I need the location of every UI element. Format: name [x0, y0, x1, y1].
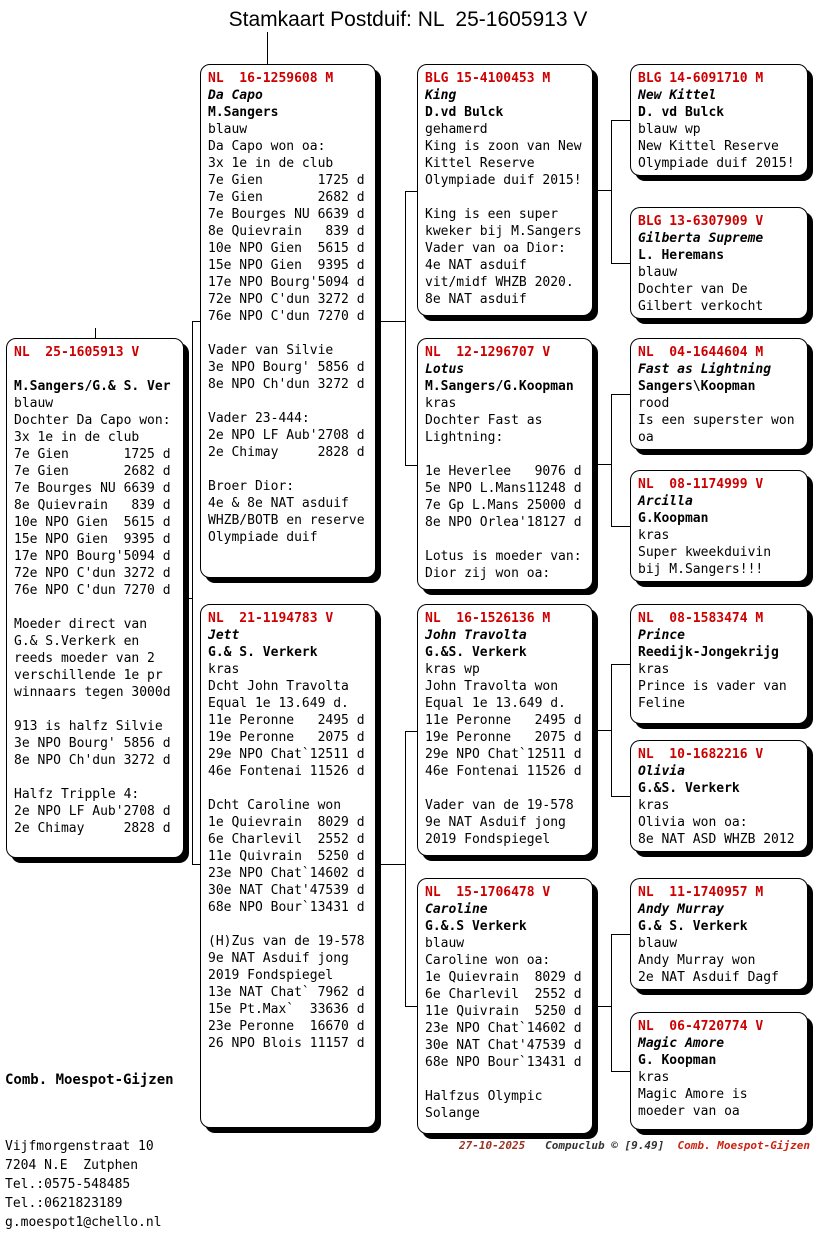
page-title: Stamkaart Postduif: NL 25-1605913 V	[228, 8, 588, 31]
pigeon-name: King	[425, 88, 457, 103]
pedigree-box-da-capo	[200, 64, 376, 578]
detail-line: Dcht Caroline won	[208, 798, 342, 813]
ring-number: NL 25-1605913 V	[14, 345, 140, 360]
detail-line: 8e NPO Orlea'18127 d	[425, 515, 582, 530]
detail-line: Is een superster won	[638, 413, 795, 428]
detail-line: 19e Peronne 2075 d	[425, 730, 582, 745]
pigeon-owner: Reedijk-Jongekrijg	[638, 645, 779, 660]
pedigree-box-arcilla	[630, 470, 808, 582]
detail-line: Gilbert verkocht	[638, 299, 764, 314]
detail-line: 19e Peronne 2075 d	[208, 730, 365, 745]
detail-line: Feline	[638, 696, 685, 711]
detail-line: 26 NPO Blois 11157 d	[208, 1036, 365, 1051]
detail-line: 1e Quievrain 8029 d	[208, 815, 365, 830]
detail-line: bij M.Sangers!!!	[638, 562, 764, 577]
detail-line: kras	[638, 662, 670, 677]
detail-line: blauw	[638, 936, 678, 951]
connector-line	[598, 464, 611, 465]
ring-number: NL 10-1682216 V	[638, 747, 764, 762]
detail-line: rood	[638, 396, 670, 411]
detail-line: blauw	[425, 936, 465, 951]
pedigree-box-gilberta-supreme	[630, 207, 808, 319]
detail-line: 5e NPO L.Mans11248 d	[425, 481, 582, 496]
detail-line: 46e Fontenai 11526 d	[425, 764, 582, 779]
owner-address-line: 7204 N.E Zutphen	[5, 1158, 139, 1173]
detail-line	[14, 701, 176, 718]
detail-line: 2e Chimay 2828 d	[14, 821, 171, 836]
detail-line: 7e Gien 1725 d	[208, 173, 365, 188]
detail-line: reeds moeder van 2	[14, 651, 155, 666]
connector-line	[611, 394, 630, 395]
detail-line: 15e NPO Gien 9395 d	[208, 258, 365, 273]
pedigree-box-subject	[6, 338, 184, 858]
detail-line: 68e NPO Bour`13431 d	[425, 1055, 582, 1070]
connector-line	[611, 664, 612, 797]
owner-block	[5, 1033, 174, 1251]
owner-address-line: Vijfmorgenstraat 10	[5, 1139, 154, 1154]
detail-line: 8e Quievrain 839 d	[208, 224, 365, 239]
connector-line	[192, 321, 193, 865]
connector-line	[611, 263, 630, 264]
detail-line: kweker bij M.Sangers	[425, 224, 582, 239]
detail-line: 11e Peronne 2495 d	[425, 713, 582, 728]
detail-line: Solange	[425, 1106, 480, 1121]
detail-line: 7e Gp L.Mans 25000 d	[425, 498, 582, 513]
detail-line	[425, 1071, 585, 1088]
ring-number: NL 11-1740957 M	[638, 885, 764, 900]
detail-line: 2e NAT Asduif Dagf	[638, 970, 779, 985]
detail-line: 2019 Fondspiegel	[425, 832, 551, 847]
detail-line: 8e NPO Ch'dun 3272 d	[208, 377, 365, 392]
pigeon-owner: G.& S. Verkerk	[638, 919, 748, 934]
detail-line: 6e Charlevil 2552 d	[208, 832, 365, 847]
pigeon-owner: Sangers\Koopman	[638, 379, 756, 394]
connector-line	[192, 321, 200, 322]
detail-line: 1e Heverlee 9076 d	[425, 464, 582, 479]
detail-line: 30e NAT Chat'47539 d	[425, 1038, 582, 1053]
detail-line: Da Capo won oa:	[208, 139, 326, 154]
detail-line: 9e NAT Asduif jong	[425, 815, 566, 830]
detail-line: 72e NPO C'dun 3272 d	[14, 566, 171, 581]
ring-number: BLG 14-6091710 M	[638, 71, 764, 86]
pigeon-name: John Travolta	[425, 628, 527, 643]
pigeon-owner: G.&.S Verkerk	[425, 919, 527, 934]
detail-line: Equal 1e 13.649 d.	[208, 696, 349, 711]
connector-line	[405, 731, 417, 732]
detail-line: 8e Quievrain 839 d	[14, 498, 171, 513]
pigeon-owner: D. vd Bulck	[638, 105, 725, 120]
pedigree-box-prince	[630, 604, 808, 724]
detail-line: kras	[425, 396, 457, 411]
detail-line	[208, 393, 368, 410]
pigeon-name: Fast as Lightning	[638, 362, 772, 377]
detail-line: Halfz Tripple 4:	[14, 787, 140, 802]
detail-line: Prince is vader van	[638, 679, 787, 694]
detail-line: 4e & 8e NAT asduif	[208, 496, 349, 511]
detail-line: Dochter Da Capo won:	[14, 413, 171, 428]
detail-line: 76e NPO C'dun 7270 d	[14, 583, 171, 598]
owner-name: Comb. Moespot-Gijzen	[5, 1072, 174, 1088]
pigeon-owner: G.&S. Verkerk	[425, 645, 527, 660]
pedigree-box-magic-amore	[630, 1012, 808, 1130]
pigeon-name: Lotus	[425, 362, 465, 377]
detail-line: Olympiade duif	[208, 530, 318, 545]
pigeon-name: New Kittel	[638, 88, 717, 103]
connector-line	[611, 526, 630, 527]
detail-line: 29e NPO Chat`12511 d	[208, 747, 365, 762]
detail-line: 15e NPO Gien 9395 d	[14, 532, 171, 547]
detail-line: blauw	[208, 122, 248, 137]
pigeon-owner: M.Sangers/G.Koopman	[425, 379, 574, 394]
detail-line: Dochter van De	[638, 282, 748, 297]
pigeon-owner: G. Koopman	[638, 1053, 717, 1068]
detail-line: moeder van oa	[638, 1104, 740, 1119]
detail-line: Kittel Reserve	[425, 156, 535, 171]
detail-line: 4e NAT asduif	[425, 258, 527, 273]
pedigree-box-fast-as-lightning	[630, 338, 808, 450]
connector-line	[267, 32, 268, 64]
detail-line	[208, 916, 368, 933]
detail-line: G.& S.Verkerk en	[14, 634, 140, 649]
detail-line: 2e NPO LF Aub'2708 d	[14, 804, 171, 819]
pigeon-name: Arcilla	[638, 494, 693, 509]
detail-line: 3x 1e in de club	[14, 430, 140, 445]
detail-line: Vader van de 19-578	[425, 798, 574, 813]
detail-line: 8e NAT asduif	[425, 292, 527, 307]
connector-line	[611, 394, 612, 527]
detail-line: New Kittel Reserve	[638, 139, 779, 154]
detail-line: 7e Bourges NU 6639 d	[208, 207, 365, 222]
connector-line	[598, 190, 611, 191]
connector-line	[381, 864, 406, 865]
connector-line	[611, 1071, 630, 1072]
detail-line: John Travolta won	[425, 679, 559, 694]
detail-line: 7e Gien 1725 d	[14, 447, 171, 462]
detail-line: kras	[638, 1070, 670, 1085]
connector-line	[611, 664, 630, 665]
pedigree-box-olivia	[630, 740, 808, 852]
pigeon-name: Caroline	[425, 902, 488, 917]
pigeon-owner: G.Koopman	[638, 511, 709, 526]
detail-line: Vader van Silvie	[208, 343, 334, 358]
ring-number: NL 15-1706478 V	[425, 885, 551, 900]
detail-line: kras	[638, 528, 670, 543]
connector-line	[611, 796, 630, 797]
detail-line: 13e NAT Chat` 7962 d	[208, 985, 365, 1000]
detail-line: Moeder direct van	[14, 617, 148, 632]
detail-line	[208, 325, 368, 342]
pedigree-box-caroline	[417, 878, 593, 1134]
detail-line: kras	[638, 798, 670, 813]
detail-line: gehamerd	[425, 122, 488, 137]
pigeon-owner: D.vd Bulck	[425, 105, 504, 120]
ring-number: NL 08-1583474 M	[638, 611, 764, 626]
pigeon-owner: M.Sangers/G.& S. Ver	[14, 379, 171, 394]
pigeon-name: Andy Murray	[638, 902, 725, 917]
connector-line	[405, 191, 417, 192]
detail-line: 1e Quievrain 8029 d	[425, 970, 582, 985]
detail-line: King is een super	[425, 207, 559, 222]
detail-line: blauw	[638, 265, 678, 280]
detail-line: 6e Charlevil 2552 d	[425, 987, 582, 1002]
pigeon-name: Olivia	[638, 764, 685, 779]
pedigree-box-king	[417, 64, 593, 316]
pigeon-owner: G.&S. Verkerk	[638, 781, 740, 796]
detail-line	[425, 531, 585, 548]
detail-line: Olympiade duif 2015!	[425, 173, 582, 188]
pedigree-box-lotus	[417, 338, 593, 590]
detail-line: 2e Chimay 2828 d	[208, 445, 365, 460]
detail-line: 11e Peronne 2495 d	[208, 713, 365, 728]
ring-number: NL 16-1526136 M	[425, 611, 551, 626]
detail-line: Super kweekduivin	[638, 545, 772, 560]
pigeon-name: Magic Amore	[638, 1036, 725, 1051]
detail-line: Lightning:	[425, 430, 504, 445]
detail-line: 3e NPO Bourg' 5856 d	[208, 360, 365, 375]
connector-line	[611, 120, 612, 264]
detail-line: 8e NAT ASD WHZB 2012	[638, 832, 795, 847]
detail-line	[14, 599, 176, 616]
pigeon-name: Jett	[208, 628, 240, 643]
detail-line: 7e Gien 2682 d	[208, 190, 365, 205]
footer-date: 27-10-2025	[458, 1139, 526, 1152]
print-footer	[459, 1139, 810, 1152]
detail-line: vit/midf WHZB 2020.	[425, 275, 574, 290]
detail-line: 23e NPO Chat`14602 d	[208, 866, 365, 881]
ring-number: NL 06-4720774 V	[638, 1019, 764, 1034]
detail-line: 72e NPO C'dun 3272 d	[208, 292, 365, 307]
detail-line	[425, 189, 585, 206]
connector-line	[405, 1006, 417, 1007]
owner-address	[5, 1137, 174, 1232]
detail-line: Dcht John Travolta	[208, 679, 349, 694]
connector-line	[611, 934, 630, 935]
detail-line: (H)Zus van de 19-578	[208, 934, 365, 949]
detail-line: 10e NPO Gien 5615 d	[14, 515, 171, 530]
ring-number: NL 16-1259608 M	[208, 71, 334, 86]
detail-line: 15e Pt.Max` 33636 d	[208, 1002, 365, 1017]
detail-line: 46e Fontenai 11526 d	[208, 764, 365, 779]
detail-line: 76e NPO C'dun 7270 d	[208, 309, 365, 324]
owner-address-line: g.moespot1@chello.nl	[5, 1215, 162, 1230]
connector-line	[381, 321, 406, 322]
connector-line	[405, 191, 406, 466]
footer-program: Compuclub © [9.49]	[545, 1139, 665, 1152]
detail-line: Vader 23-444:	[208, 411, 310, 426]
detail-line: Equal 1e 13.649 d.	[425, 696, 566, 711]
detail-line: Caroline won oa:	[425, 953, 551, 968]
ring-number: NL 21-1194783 V	[208, 611, 334, 626]
detail-line: blauw wp	[638, 122, 701, 137]
pedigree-box-andy-murray	[630, 878, 808, 990]
detail-line	[14, 769, 176, 786]
detail-line: 68e NPO Bour`13431 d	[208, 900, 365, 915]
detail-line: 23e NPO Chat`14602 d	[425, 1021, 582, 1036]
detail-line: Broer Dior:	[208, 479, 295, 494]
detail-line	[208, 780, 368, 797]
pedigree-box-new-kittel	[630, 64, 808, 176]
detail-line: 913 is halfz Silvie	[14, 719, 163, 734]
detail-line: kras	[208, 662, 240, 677]
ring-number: NL 12-1296707 V	[425, 345, 551, 360]
pedigree-box-john-travolta	[417, 604, 593, 856]
detail-line: 2019 Fondspiegel	[208, 968, 334, 983]
detail-line: Lotus is moeder van:	[425, 549, 582, 564]
ring-number: BLG 15-4100453 M	[425, 71, 551, 86]
detail-line: kras wp	[425, 662, 480, 677]
footer-owner: Comb. Moespot-Gijzen	[677, 1139, 810, 1152]
detail-line: 7e Bourges NU 6639 d	[14, 481, 171, 496]
connector-line	[95, 328, 96, 338]
connector-line	[598, 730, 611, 731]
detail-line	[425, 446, 585, 463]
connector-line	[611, 120, 630, 121]
detail-line: 17e NPO Bourg'5094 d	[14, 549, 171, 564]
owner-address-line: Tel.:0621823189	[5, 1196, 123, 1211]
ring-number: BLG 13-6307909 V	[638, 214, 764, 229]
detail-line: winnaars tegen 3000d	[14, 685, 171, 700]
detail-line: 3e NPO Bourg' 5856 d	[14, 736, 171, 751]
connector-line	[192, 864, 200, 865]
detail-line: 11e Quivrain 5250 d	[425, 1004, 582, 1019]
connector-line	[598, 1006, 611, 1007]
detail-line: 23e Peronne 16670 d	[208, 1019, 365, 1034]
detail-line: 2e NPO LF Aub'2708 d	[208, 428, 365, 443]
pigeon-owner: M.Sangers	[208, 105, 279, 120]
detail-line: Halfzus Olympic	[425, 1089, 543, 1104]
pigeon-name: Da Capo	[208, 88, 263, 103]
pigeon-name: Gilberta Supreme	[638, 231, 764, 246]
connector-line	[405, 465, 417, 466]
detail-line: 3x 1e in de club	[208, 156, 334, 171]
detail-line: 30e NAT Chat'47539 d	[208, 883, 365, 898]
connector-line	[405, 731, 406, 1007]
detail-line: King is zoon van New	[425, 139, 582, 154]
detail-line: 29e NPO Chat`12511 d	[425, 747, 582, 762]
pigeon-owner: L. Heremans	[638, 248, 725, 263]
detail-line: oa	[638, 430, 654, 445]
detail-line: 17e NPO Bourg'5094 d	[208, 275, 365, 290]
connector-line	[611, 934, 612, 1072]
detail-line: Vader van oa Dior:	[425, 241, 566, 256]
owner-address-line: Tel.:0575-548485	[5, 1177, 131, 1192]
detail-line	[14, 361, 176, 378]
detail-line: Dochter Fast as	[425, 413, 543, 428]
ring-number: NL 08-1174999 V	[638, 477, 764, 492]
detail-line	[425, 780, 585, 797]
detail-line: Magic Amore is	[638, 1087, 748, 1102]
detail-line: 11e Quivrain 5250 d	[208, 849, 365, 864]
footer-spacer	[525, 1139, 545, 1152]
pedigree-box-jett	[200, 604, 376, 1128]
detail-line: 9e NAT Asduif jong	[208, 951, 349, 966]
pigeon-name: Prince	[638, 628, 685, 643]
detail-line: Andy Murray won	[638, 953, 756, 968]
pigeon-owner: G.& S. Verkerk	[208, 645, 318, 660]
detail-line: Olympiade duif 2015!	[638, 156, 795, 171]
detail-line: blauw	[14, 396, 54, 411]
footer-spacer	[664, 1139, 677, 1152]
detail-line: 7e Gien 2682 d	[14, 464, 171, 479]
detail-line	[208, 461, 368, 478]
detail-line: Olivia won oa:	[638, 815, 748, 830]
detail-line: 10e NPO Gien 5615 d	[208, 241, 365, 256]
detail-line: verschillende 1e pr	[14, 668, 163, 683]
detail-line: WHZB/BOTB en reserve	[208, 513, 365, 528]
ring-number: NL 04-1644604 M	[638, 345, 764, 360]
detail-line: Dior zij won oa:	[425, 566, 551, 581]
detail-line: 8e NPO Ch'dun 3272 d	[14, 753, 171, 768]
